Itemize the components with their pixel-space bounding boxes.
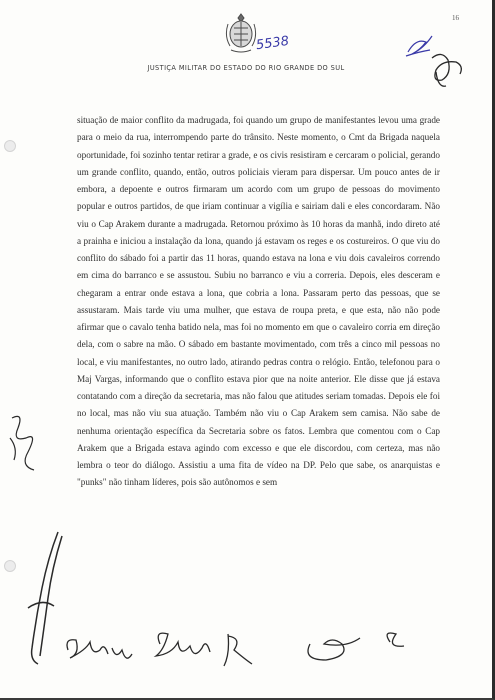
margin-signature-scribble [4, 408, 44, 478]
punch-hole [4, 560, 16, 572]
institution-title: JUSTIÇA MILITAR DO ESTADO DO RIO GRANDE DO SUL [147, 64, 345, 72]
initials-scribble [402, 30, 472, 90]
testimony-paragraph: situação de maior conflito da madrugada, foi quando um grupo de manifestantes levou uma grade para o meio da rua, interrompendo parte do trânsito. Neste momento, o Cmt da Brigada naquela oportunidade, foi sozinho tentar retirar a grade, e os civis resistiram e cercaram o policial, gerando um grande conflito, quando, então, outros policiais vieram para dispersar. Um pouco antes de ir embora, a depoente e outros firmaram um acordo com um grupo de pessoas do movimento popular e outros partidos, de que iriam continuar a vigília e sairiam dali e eles concordaram. Não viu o Cap Arakem durante a madrugada. Retornou próximo às 10 horas da manhã, indo direto até a prainha e iniciou a instalação da lona, quando já estavam os reges e os costureiros. O que viu do conflito do sábado foi a partir das 11 horas, quando estava na lona e viu dois cavaleiros correndo em cima do barranco e se assustou. Subiu no barranco e viu a correria. Depois, eles desceram e chegaram a entrar onde estava a lona, que cobria a lona. Passaram perto das pessoas, que se assustaram. Mais tarde viu uma mulher, que estava de roupa preta, e que esta, não não pode afirmar que o cavalo tenha batido nela, mas foi no momento em que o cavaleiro corria em direção dela, com o sabre na mão. O sábado em bastante movimentado, com três a cinco mil pessoas no local, e viu manifestantes, no outro lado, atirando pedras contra o relógio. Então, telefonou para o Maj Vargas, informando que o conflito estava pior que na noite anterior. Ele disse que já estava contatando com a direção da secretaria, mas não falou que atitudes seriam tomadas. Depois ele foi no local, mas não viu sua atuação. Também não viu o Cap Arakem sem camisa. Não sabe de nenhuma orientação específica da Secretaria sobre os fatos. Lembra que comentou com o Cap Arakem que a Brigada estava agindo com excesso e que ele discordou, com certeza, mas não lembra o teor do diálogo. Assistiu a uma fita de vídeo na DP. Pelo que sabe, os anarquistas e "punks" não tinham líderes, pois são autônomos e sem [77, 115, 440, 488]
testimony-text [77, 112, 440, 492]
coat-of-arms-emblem [222, 10, 260, 56]
punch-hole [4, 140, 16, 152]
page-number: 16 [452, 14, 459, 22]
signature-row [60, 620, 480, 680]
stamp-number: 5538 [255, 33, 290, 54]
